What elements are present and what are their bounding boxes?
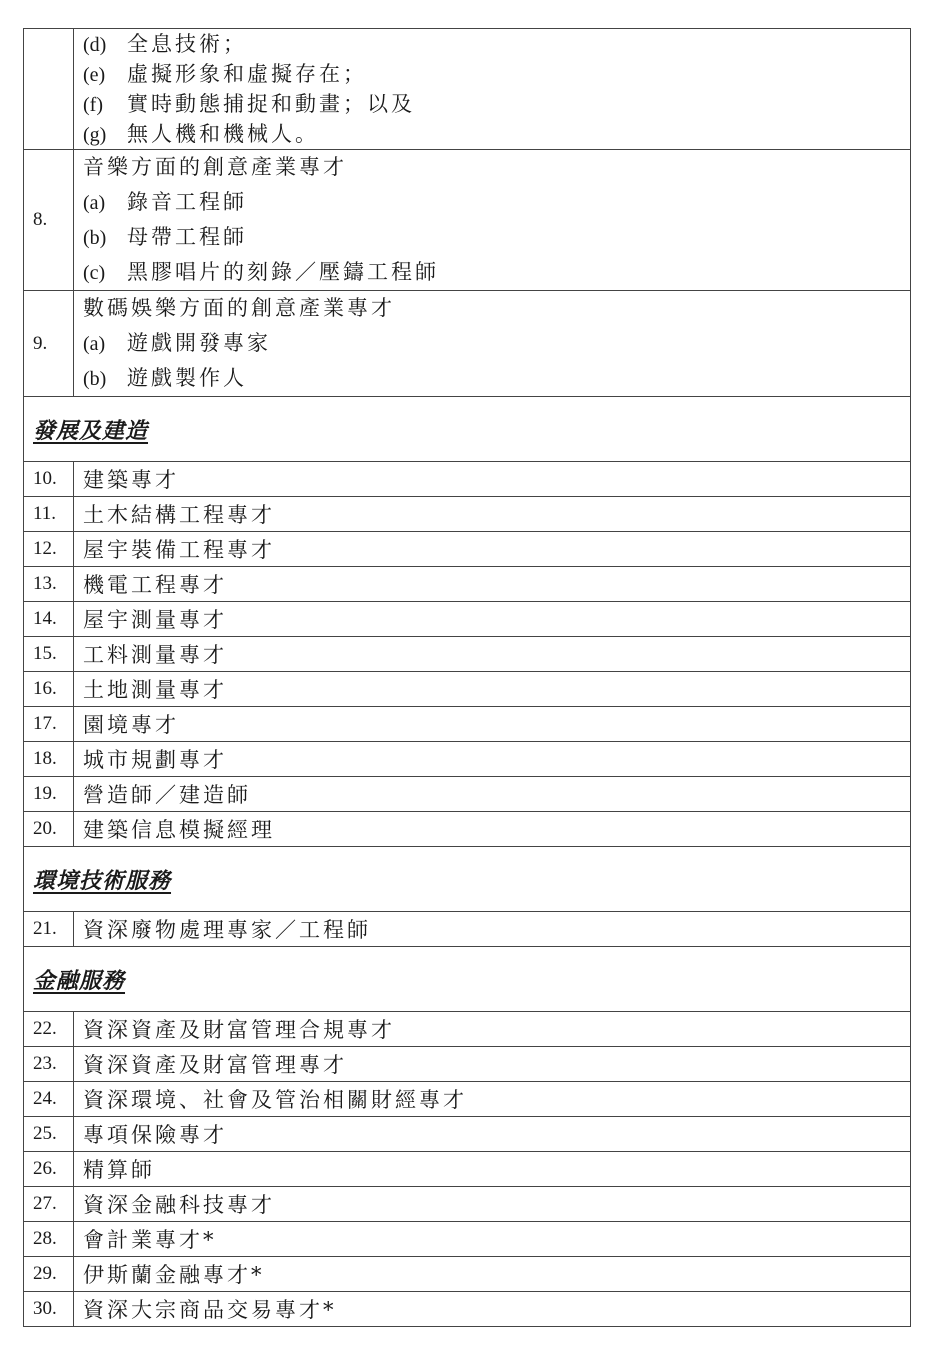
item-content (74, 532, 911, 567)
sub-item-text: 母帶工程師 (127, 225, 247, 249)
table-row (24, 1222, 911, 1257)
sub-item (83, 29, 910, 59)
table-row (24, 29, 911, 150)
item-text: 資深金融科技專才 (83, 1193, 275, 1217)
sub-item (83, 185, 910, 220)
item-text: 工料測量專才 (83, 643, 227, 667)
item-title: 音樂方面的創意產業專才 (83, 155, 347, 179)
item-text: 精算師 (83, 1158, 155, 1182)
item-content (74, 742, 911, 777)
item-text: 城市規劃專才 (83, 748, 227, 772)
item-text: 土木結構工程專才 (83, 503, 275, 527)
sub-item (83, 361, 910, 396)
table-row (24, 672, 911, 707)
table-row (24, 150, 911, 291)
item-text: 資深大宗商品交易專才* (83, 1298, 337, 1322)
item-number: 9. (24, 291, 74, 397)
sub-item (83, 119, 910, 149)
sub-item-text: 錄音工程師 (127, 190, 247, 214)
sub-item-text: 實時動態捕捉和動畫；以及 (127, 92, 415, 116)
item-number: 24. (24, 1082, 74, 1117)
table-row (24, 1012, 911, 1047)
item-number: 22. (24, 1012, 74, 1047)
table-row (24, 812, 911, 847)
item-content (74, 567, 911, 602)
section-heading: 環境技術服務 (33, 867, 172, 894)
item-number: 26. (24, 1152, 74, 1187)
sub-item (83, 220, 910, 255)
item-content (74, 1117, 911, 1152)
item-number (24, 29, 74, 150)
item-content (74, 1222, 911, 1257)
table-row (24, 1047, 911, 1082)
sub-item-tag: (b) (83, 368, 107, 390)
item-text: 建築信息模擬經理 (83, 818, 275, 842)
item-text: 資深廢物處理專家／工程師 (83, 918, 371, 942)
item-content (74, 1292, 911, 1327)
item-content (74, 812, 911, 847)
table-row (24, 602, 911, 637)
item-text: 專項保險專才 (83, 1123, 227, 1147)
item-content (74, 1082, 911, 1117)
sub-item (83, 255, 910, 290)
table-row (24, 1257, 911, 1292)
table-row (24, 397, 911, 462)
item-text: 土地測量專才 (83, 678, 227, 702)
table-row (24, 947, 911, 1012)
item-text: 資深資產及財富管理專才 (83, 1053, 347, 1077)
talent-list-table (23, 28, 911, 1327)
item-content (74, 29, 911, 150)
item-content (74, 777, 911, 812)
table-row (24, 1082, 911, 1117)
section-heading-cell (24, 947, 911, 1012)
table-row (24, 777, 911, 812)
item-content (74, 672, 911, 707)
item-content (74, 1012, 911, 1047)
item-text: 伊斯蘭金融專才* (83, 1263, 265, 1287)
item-content (74, 462, 911, 497)
item-content (74, 637, 911, 672)
item-content (74, 497, 911, 532)
item-number: 12. (24, 532, 74, 567)
table-row (24, 1187, 911, 1222)
table-row (24, 497, 911, 532)
item-number: 27. (24, 1187, 74, 1222)
item-number: 14. (24, 602, 74, 637)
item-text: 建築專才 (83, 468, 179, 492)
item-text: 資深資產及財富管理合規專才 (83, 1018, 395, 1042)
sub-item-text: 黑膠唱片的刻錄／壓鑄工程師 (127, 260, 439, 284)
item-number: 21. (24, 912, 74, 947)
sub-item-tag: (f) (83, 94, 103, 116)
item-number: 28. (24, 1222, 74, 1257)
sub-item-text: 全息技術； (127, 32, 247, 56)
table-row (24, 567, 911, 602)
item-text: 屋宇裝備工程專才 (83, 538, 275, 562)
item-text: 屋宇測量專才 (83, 608, 227, 632)
sub-item-tag: (d) (83, 34, 107, 56)
table-row (24, 1117, 911, 1152)
sub-item (83, 89, 910, 119)
sub-item (83, 326, 910, 361)
table-row (24, 1152, 911, 1187)
table-row (24, 742, 911, 777)
item-number: 30. (24, 1292, 74, 1327)
sub-item-tag: (g) (83, 124, 107, 146)
item-text: 營造師／建造師 (83, 783, 251, 807)
sub-item-text: 虛擬形象和虛擬存在； (127, 62, 367, 86)
item-number: 20. (24, 812, 74, 847)
item-text: 會計業專才* (83, 1228, 217, 1252)
table-row (24, 462, 911, 497)
table-row (24, 637, 911, 672)
item-content (74, 291, 911, 397)
item-content (74, 602, 911, 637)
item-content (74, 1187, 911, 1222)
sub-item-tag: (c) (83, 262, 106, 284)
section-heading: 金融服務 (33, 967, 126, 994)
item-number: 23. (24, 1047, 74, 1082)
item-text: 機電工程專才 (83, 573, 227, 597)
item-number: 8. (24, 150, 74, 291)
item-content (74, 1257, 911, 1292)
table-row (24, 847, 911, 912)
item-content (74, 707, 911, 742)
item-text: 資深環境、社會及管治相關財經專才 (83, 1088, 467, 1112)
item-content (74, 1152, 911, 1187)
sub-item-tag: (a) (83, 192, 106, 214)
sub-item-text: 遊戲開發專家 (127, 331, 271, 355)
item-content (74, 150, 911, 291)
item-number: 25. (24, 1117, 74, 1152)
table-row (24, 1292, 911, 1327)
item-content (74, 912, 911, 947)
item-number: 19. (24, 777, 74, 812)
section-heading-cell (24, 397, 911, 462)
item-number: 10. (24, 462, 74, 497)
item-number: 11. (24, 497, 74, 532)
sub-item (83, 59, 910, 89)
item-text: 園境專才 (83, 713, 179, 737)
item-number: 13. (24, 567, 74, 602)
item-number: 18. (24, 742, 74, 777)
sub-item-tag: (b) (83, 227, 107, 249)
table-row (24, 707, 911, 742)
item-title: 數碼娛樂方面的創意產業專才 (83, 296, 395, 320)
sub-item-text: 無人機和機械人。 (127, 122, 319, 146)
table-row (24, 291, 911, 397)
item-number: 17. (24, 707, 74, 742)
item-number: 16. (24, 672, 74, 707)
section-heading: 發展及建造 (33, 417, 149, 444)
item-number: 29. (24, 1257, 74, 1292)
section-heading-cell (24, 847, 911, 912)
item-content (74, 1047, 911, 1082)
sub-item-tag: (a) (83, 333, 106, 355)
table-row (24, 912, 911, 947)
sub-item-text: 遊戲製作人 (127, 366, 247, 390)
sub-item-tag: (e) (83, 64, 106, 86)
table-row (24, 532, 911, 567)
item-number: 15. (24, 637, 74, 672)
